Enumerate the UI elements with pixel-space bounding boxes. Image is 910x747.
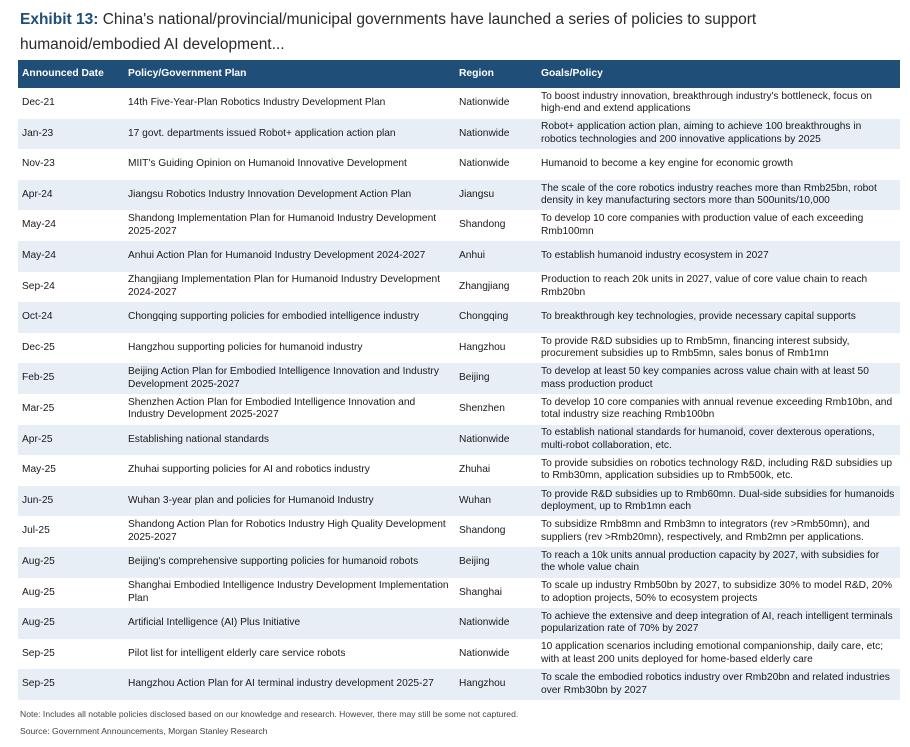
table-note: Note: Includes all notable policies disclosed based on our knowledge and research. However, there may still be some not captured. xyxy=(20,709,519,719)
cell-region: Nationwide xyxy=(459,158,510,170)
cell-policy-plan: Establishing national standards xyxy=(128,433,270,445)
cell-goal: The scale of the core robotics industry reaches more than Rmb25bn, robot density in key manufacturing sectors more than 500units/10,000 xyxy=(541,182,877,207)
table-row xyxy=(18,333,900,364)
column-header-region: Region xyxy=(459,67,494,79)
cell-policy-plan: Pilot list for intelligent elderly care service robots xyxy=(128,647,346,659)
cell-policy-plan: Hangzhou Action Plan for AI terminal industry development 2025-27 xyxy=(128,678,434,690)
cell-region: Beijing xyxy=(459,372,490,384)
cell-region: Nationwide xyxy=(459,127,510,139)
cell-date: Jun-25 xyxy=(22,494,54,506)
cell-region: Zhuhai xyxy=(459,464,491,476)
table-row xyxy=(18,578,900,609)
cell-policy-plan: Zhuhai supporting policies for AI and robotics industry xyxy=(128,464,370,476)
table-row xyxy=(18,455,900,486)
cell-date: Sep-25 xyxy=(22,647,55,659)
cell-goal: To reach a 10k units annual production capacity by 2027, with subsidies for the whole value chain xyxy=(541,549,880,574)
cell-goal: To scale up industry Rmb50bn by 2027, to subsidize 30% to model R&D, 20% to adoption projects, 50% to ecosystem projects xyxy=(541,580,893,604)
table-row xyxy=(18,88,900,119)
cell-goal: To provide R&D subsidies up to Rmb5mn, financing interest subsidy, procurement subsidies up to Rmb5mn, sales bonus of Rmb1mn xyxy=(541,335,850,360)
cell-policy-plan: Wuhan 3-year plan and policies for Humanoid Industry xyxy=(128,494,374,506)
cell-region: Shanghai xyxy=(459,586,503,598)
table-row xyxy=(18,149,900,180)
cell-policy-plan: Beijing Action Plan for Embodied Intelligence Innovation and Industry Development 2025-2027 xyxy=(128,366,439,390)
cell-region: Nationwide xyxy=(459,617,510,629)
table-row xyxy=(18,272,900,303)
cell-goal: To achieve the extensive and deep integration of AI, reach intelligent terminals popularization rate of 70% by 2027 xyxy=(541,610,893,635)
cell-date: May-24 xyxy=(22,250,56,262)
cell-policy-plan: Jiangsu Robotics Industry Innovation Development Action Plan xyxy=(128,188,412,200)
table-row xyxy=(18,547,900,578)
table-row xyxy=(18,241,900,272)
cell-region: Chongqing xyxy=(459,311,509,323)
cell-region: Jiangsu xyxy=(459,188,495,200)
cell-date: Jul-25 xyxy=(22,525,50,537)
cell-region: Shandong xyxy=(459,219,506,231)
exhibit-title xyxy=(20,7,900,57)
cell-date: Oct-24 xyxy=(22,311,53,323)
cell-region: Anhui xyxy=(459,250,486,262)
cell-date: Dec-21 xyxy=(22,97,55,109)
table-source: Source: Government Announcements, Morgan Stanley Research xyxy=(20,726,268,736)
cell-region: Nationwide xyxy=(459,647,510,659)
cell-date: Mar-25 xyxy=(22,402,55,414)
column-header-announced-date: Announced Date xyxy=(22,67,104,79)
table-row xyxy=(18,394,900,425)
cell-date: Aug-25 xyxy=(22,617,55,629)
cell-goal: To establish national standards for humanoid, cover dexterous operations, multi-robot collaboration, etc. xyxy=(541,427,875,451)
cell-date: Sep-25 xyxy=(22,678,55,690)
cell-goal: To provide subsidies on robotics technology R&D, including R&D subsidies up to Rmb30mn, application subsidies up to Rmb500k, etc. xyxy=(541,457,893,482)
cell-policy-plan: MIIT's Guiding Opinion on Humanoid Innovative Development xyxy=(128,158,407,170)
cell-date: Nov-23 xyxy=(22,158,55,170)
cell-policy-plan: 17 govt. departments issued Robot+ application action plan xyxy=(128,127,396,139)
cell-date: Sep-24 xyxy=(22,280,55,292)
cell-date: Aug-25 xyxy=(22,555,55,567)
cell-goal: To provide R&D subsidies up to Rmb60mn. Dual-side subsidies for humanoids deployment, up to Rmb1mn each xyxy=(541,488,895,513)
policy-table xyxy=(18,60,900,700)
table-row xyxy=(18,180,900,211)
table-row xyxy=(18,669,900,700)
cell-region: Shandong xyxy=(459,525,506,537)
table-body xyxy=(18,88,900,700)
cell-goal: To develop 10 core companies with annual revenue exceeding Rmb10bn, and total industry size reaching Rmb100bn xyxy=(541,396,893,421)
cell-region: Wuhan xyxy=(459,494,492,506)
cell-date: Apr-24 xyxy=(22,188,53,200)
table-row xyxy=(18,608,900,639)
cell-policy-plan: Artificial Intelligence (AI) Plus Initiative xyxy=(128,617,301,629)
cell-goal: To subsidize Rmb8mn and Rmb3mn to integrators (rev >Rmb50mn), and suppliers (rev >Rmb20mn), respectively, and Rmb2mn per applications. xyxy=(541,519,870,543)
cell-goal: Humanoid to become a key engine for economic growth xyxy=(541,158,793,170)
cell-policy-plan: Shandong Implementation Plan for Humanoid Industry Development 2025-2027 xyxy=(128,213,437,237)
cell-goal: To breakthrough key technologies, provide necessary capital supports xyxy=(541,311,856,323)
table-row xyxy=(18,119,900,150)
cell-goal: To develop at least 50 key companies across value chain with at least 50 mass production product xyxy=(541,366,869,390)
cell-date: Dec-25 xyxy=(22,341,55,353)
table-row xyxy=(18,639,900,670)
cell-goal: To boost industry innovation, breakthrough industry's bottleneck, focus on high-end and extend applications xyxy=(541,90,872,115)
table-row xyxy=(18,363,900,394)
cell-policy-plan: Beijing's comprehensive supporting policies for humanoid robots xyxy=(128,555,419,567)
cell-goal: Robot+ application action plan, aiming to achieve 100 breakthroughs in robotics technologies and 200 innovative applications by 2025 xyxy=(541,121,862,145)
cell-region: Zhangjiang xyxy=(459,280,510,292)
column-header-policy-plan: Policy/Government Plan xyxy=(128,67,247,79)
cell-goal: To scale the embodied robotics industry over Rmb20bn and related industries over Rmb30bn by 2027 xyxy=(541,672,890,696)
table-row xyxy=(18,486,900,517)
table-row xyxy=(18,302,900,333)
cell-goal: 10 application scenarios including emotional companionship, daily care, etc; with at least 200 units deployed for home-based elderly care xyxy=(541,641,884,665)
table-row xyxy=(18,425,900,456)
cell-region: Beijing xyxy=(459,555,490,567)
cell-policy-plan: Shanghai Embodied Intelligence Industry Development Implementation Plan xyxy=(128,580,449,604)
table-row xyxy=(18,516,900,547)
cell-date: Feb-25 xyxy=(22,372,55,384)
cell-policy-plan: Chongqing supporting policies for embodied intelligence industry xyxy=(128,311,420,323)
exhibit-title-text: China's national/provincial/municipal governments have launched a series of policies to support humanoid/embodied AI development... xyxy=(20,11,757,53)
table-row xyxy=(18,210,900,241)
exhibit-label: Exhibit 13: xyxy=(20,11,99,28)
cell-region: Hangzhou xyxy=(459,678,506,690)
cell-goal: To establish humanoid industry ecosystem in 2027 xyxy=(541,250,769,262)
cell-region: Hangzhou xyxy=(459,341,506,353)
cell-policy-plan: Shandong Action Plan for Robotics Industry High Quality Development 2025-2027 xyxy=(128,519,446,543)
cell-goal: To develop 10 core companies with production value of each exceeding Rmb100mn xyxy=(541,213,864,237)
cell-policy-plan: Hangzhou supporting policies for humanoid industry xyxy=(128,341,363,353)
cell-policy-plan: Zhangjiang Implementation Plan for Humanoid Industry Development 2024-2027 xyxy=(128,274,441,298)
cell-region: Nationwide xyxy=(459,97,510,109)
cell-date: May-24 xyxy=(22,219,56,231)
cell-policy-plan: Shenzhen Action Plan for Embodied Intelligence Innovation and Industry Development 2025-2027 xyxy=(128,396,416,421)
cell-policy-plan: 14th Five-Year-Plan Robotics Industry Development Plan xyxy=(128,97,386,109)
cell-date: Apr-25 xyxy=(22,433,53,445)
cell-region: Nationwide xyxy=(459,433,510,445)
table-header-row xyxy=(18,60,900,88)
cell-goal: Production to reach 20k units in 2027, value of core value chain to reach Rmb20bn xyxy=(541,274,868,298)
cell-policy-plan: Anhui Action Plan for Humanoid Industry Development 2024-2027 xyxy=(128,250,426,262)
cell-date: Jan-23 xyxy=(22,127,54,139)
cell-date: May-25 xyxy=(22,464,56,476)
cell-region: Shenzhen xyxy=(459,402,505,414)
cell-date: Aug-25 xyxy=(22,586,55,598)
column-header-goals-policy: Goals/Policy xyxy=(541,67,603,79)
